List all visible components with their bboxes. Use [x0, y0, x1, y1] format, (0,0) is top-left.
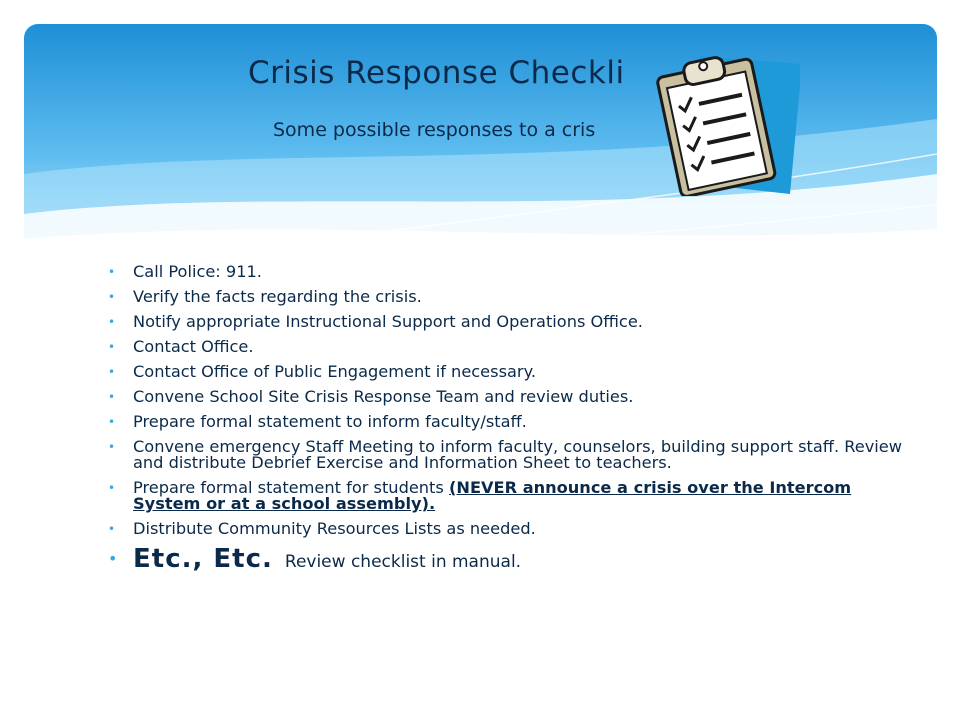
intercom-warning-link[interactable]: (NEVER announce a crisis over the Intercom System or at a school assembly).: [133, 478, 852, 513]
bullet-icon: •: [108, 522, 116, 536]
list-item: [106, 414, 906, 430]
list-item-text: Notify appropriate Instructional Support and Operations Office.: [133, 312, 643, 331]
list-item: [106, 314, 906, 330]
list-item: [106, 389, 906, 405]
slide-subtitle: Some possible responses to a cris: [273, 119, 596, 141]
list-item-students: [106, 480, 906, 512]
slide-title: Crisis Response Checkli: [248, 55, 625, 91]
bullet-icon: •: [108, 481, 116, 495]
list-item: [106, 264, 906, 280]
list-item: [106, 364, 906, 380]
bullet-icon: •: [108, 440, 116, 454]
list-item-etc: [106, 546, 906, 575]
list-item: [106, 289, 906, 305]
bullet-icon: •: [108, 290, 116, 304]
list-item-text: Call Police: 911.: [133, 262, 262, 281]
bullet-icon: •: [108, 265, 116, 279]
list-item-text: Verify the facts regarding the crisis.: [133, 287, 422, 306]
list-item: [106, 521, 906, 537]
list-item-text: Convene School Site Crisis Response Team and review duties.: [133, 387, 634, 406]
clipboard-checklist-icon: [640, 36, 800, 196]
review-checklist-text: Review checklist in manual.: [284, 552, 522, 572]
bullet-icon: •: [108, 315, 116, 329]
list-item-text: Convene emergency Staff Meeting to inform faculty, counselors, building support staff. Review and distribute Debrief Exercise and Information Sheet to teachers.: [133, 437, 903, 472]
list-item: [106, 439, 906, 471]
list-item-text: Prepare formal statement for students: [133, 478, 449, 497]
bullet-icon: •: [108, 390, 116, 404]
checklist-bullets: [106, 264, 906, 584]
list-item: [106, 339, 906, 355]
etc-text: Etc., Etc.: [133, 544, 273, 574]
list-item-text: Contact Office.: [133, 337, 254, 356]
list-item-text: Distribute Community Resources Lists as needed.: [133, 519, 536, 538]
list-item-text: Prepare formal statement to inform faculty/staff.: [133, 412, 527, 431]
bullet-icon: •: [108, 365, 116, 379]
bullet-icon: •: [108, 340, 116, 354]
list-item-text: Contact Office of Public Engagement if necessary.: [133, 362, 536, 381]
bullet-icon: •: [108, 415, 116, 429]
bullet-icon: •: [108, 549, 118, 568]
